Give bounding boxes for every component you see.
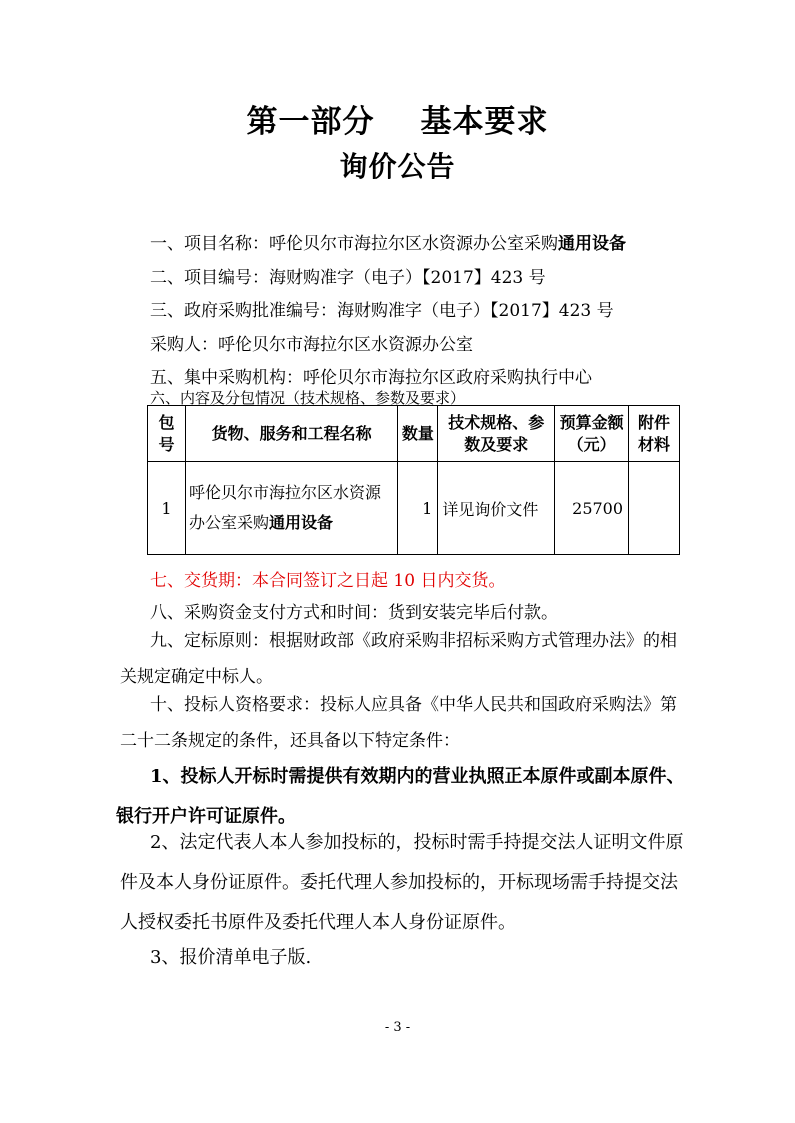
project-name-line <box>150 229 626 254</box>
header-budget: 预算金额（元） <box>555 406 629 462</box>
part-title: 基本要求 <box>420 104 549 140</box>
cell-spec: 详见询价文件 <box>438 462 555 555</box>
notice-title: 询价公告 <box>339 150 456 183</box>
project-number-line: 二、项目编号：海财购准字（电子）【2017】423 号 <box>150 268 546 288</box>
cell-name <box>185 462 397 555</box>
contents-line: 六、内容及分包情况（技术规格、参数及要求） <box>150 389 466 407</box>
part-heading <box>0 96 795 141</box>
header-package: 包号 <box>148 406 186 462</box>
condition-3: 3、报价清单电子版. <box>150 947 312 968</box>
cell-package: 1 <box>148 462 186 555</box>
delivery-line: 七、交货期：本合同签订之日起 10 日内交货。 <box>150 571 506 591</box>
items-table <box>147 405 680 555</box>
page-number: - 3 - <box>384 1020 411 1035</box>
header-attachment: 附件材料 <box>629 406 680 462</box>
agency-line: 五、集中采购机构：呼伦贝尔市海拉尔区政府采购执行中心 <box>150 368 592 388</box>
purchaser-line: 采购人：呼伦贝尔市海拉尔区水资源办公室 <box>150 335 473 355</box>
cell-name-text: 呼伦贝尔市海拉尔区水资源办公室采购 <box>188 483 381 532</box>
cell-quantity: 1 <box>398 462 438 555</box>
header-quantity: 数量 <box>398 406 438 462</box>
cell-budget: 25700 <box>555 462 629 555</box>
project-name-label: 一、项目名称： <box>150 234 269 254</box>
payment-line: 八、采购资金支付方式和时间：货到安装完毕后付款。 <box>150 603 558 623</box>
table-row <box>148 462 680 555</box>
condition-1: 1、投标人开标时需提供有效期内的营业执照正本原件或副本原件、银行开户许可证原件。 <box>116 766 685 827</box>
part-label: 第一部分 <box>246 104 375 140</box>
cell-name-bold: 通用设备 <box>268 513 333 532</box>
award-paragraph: 九、定标原则：根据财政部《政府采购非招标采购方式管理办法》的相关规定确定中标人。 <box>120 631 677 687</box>
qualification-paragraph: 十、投标人资格要求：投标人应具备《中华人民共和国政府采购法》第二十二条规定的条件，还具备以下特定条件： <box>120 695 677 751</box>
cell-attachment <box>629 462 680 555</box>
project-name-value: 呼伦贝尔市海拉尔区水资源办公室采购 <box>269 234 558 254</box>
approval-number-line: 三、政府采购批准编号：海财购准字（电子）【2017】423 号 <box>150 301 614 321</box>
header-name: 货物、服务和工程名称 <box>185 406 397 462</box>
header-spec: 技术规格、参数及要求 <box>438 406 555 462</box>
condition-2: 2、法定代表人本人参加投标的，投标时需手持提交法人证明文件原件及本人身份证原件。委托代理人参加投标的，开标现场需手持提交法人授权委托书原件及委托代理人本人身份证原件。 <box>120 832 684 933</box>
table-header-row <box>148 406 680 462</box>
project-name-value-bold: 通用设备 <box>558 234 626 254</box>
